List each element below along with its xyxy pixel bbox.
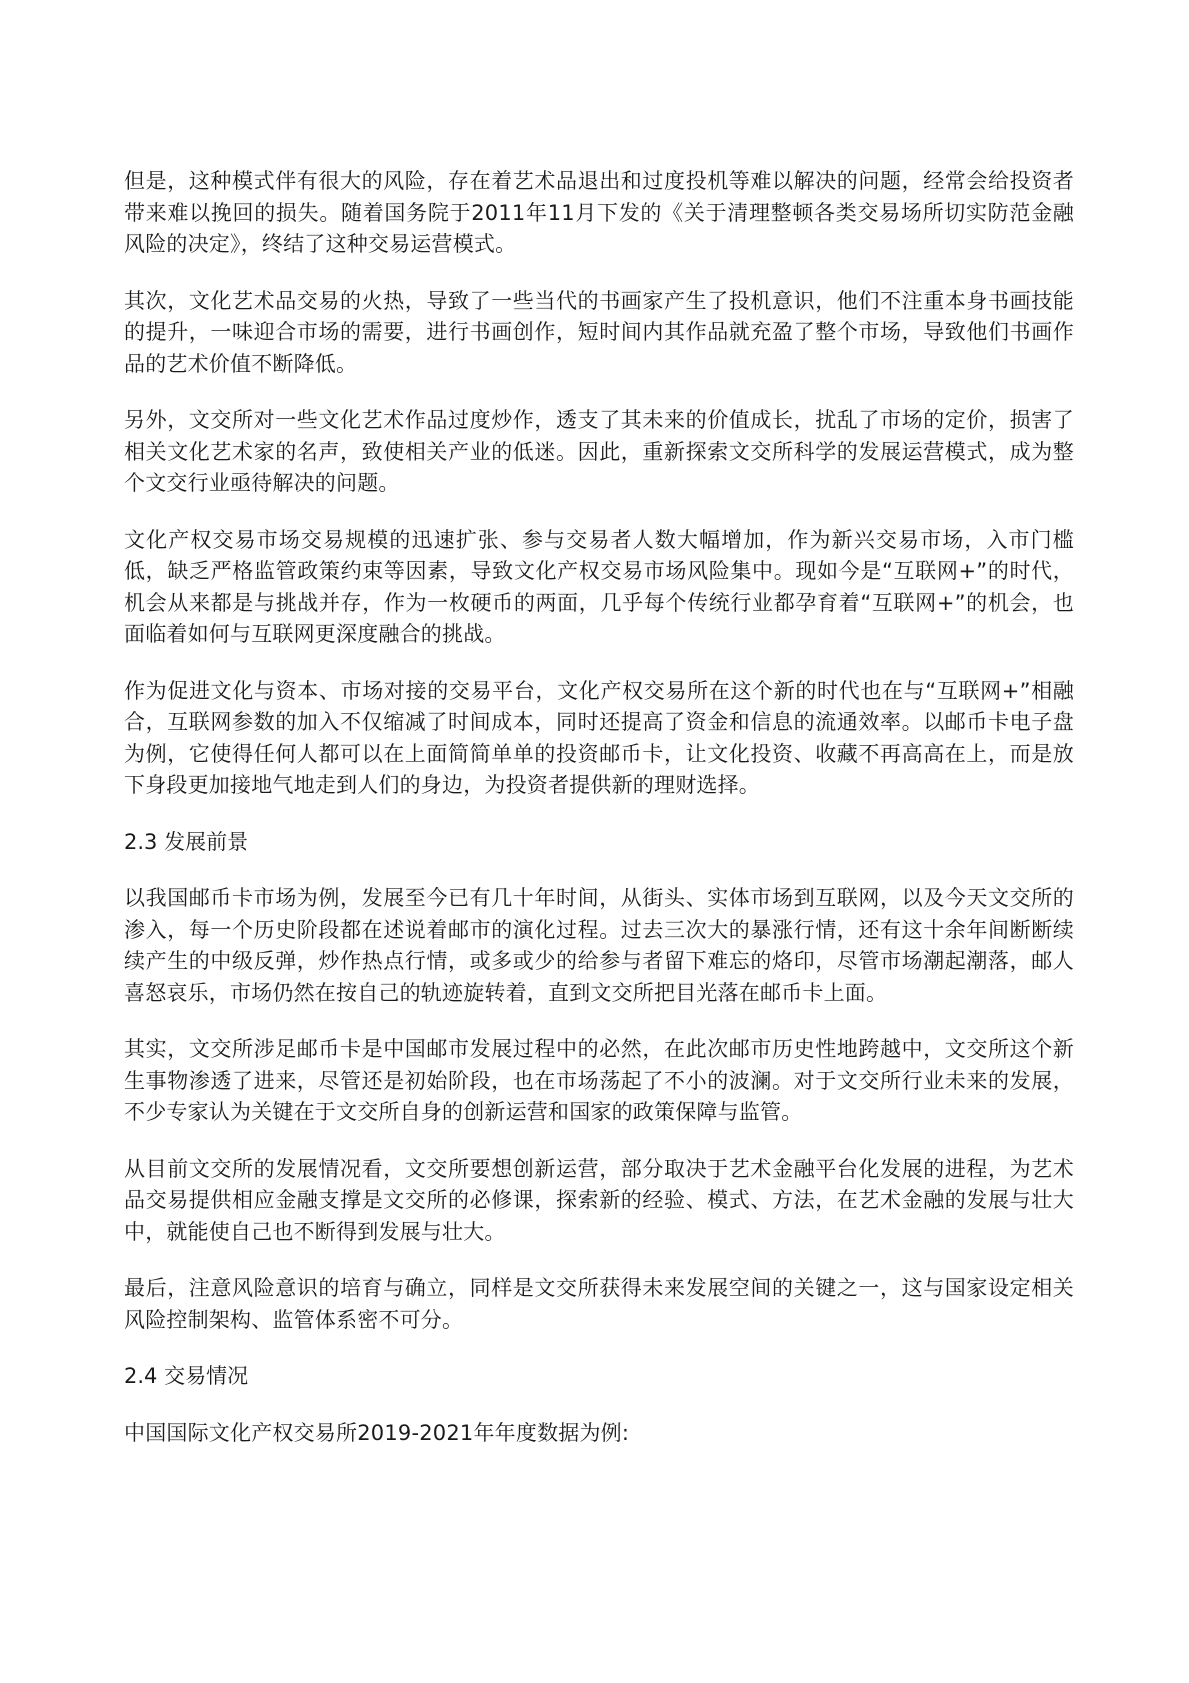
paragraph-risk: 但是，这种模式伴有很大的风险，存在着艺术品退出和过度投机等难以解决的问题，经常会给投资者带来难以挽回的损失。随着国务院于2011年11月下发的《关于清理整顿各类交易场所切实防范金融风险的决定》，终结了这种交易运营模式。: [124, 169, 1074, 256]
paragraph-risk-awareness: 最后，注意风险意识的培育与确立，同样是文交所获得未来发展空间的关键之一，这与国家设定相关风险控制架构、监管体系密不可分。: [124, 1276, 1074, 1332]
section-heading-2-4: 2.4 交易情况: [124, 1364, 249, 1388]
paragraph-annual-data-intro: 中国国际文化产权交易所2019-2021年年度数据为例:: [124, 1420, 630, 1445]
section-heading-2-3: 2.3 发展前景: [124, 829, 249, 854]
document-page: [124, 166, 1074, 1474]
paragraph-hype: 另外，文交所对一些文化艺术作品过度炒作，透支了其未来的价值成长，扰乱了市场的定价，损害了相关文化艺术家的名声，致使相关产业的低迷。因此，重新探索文交所科学的发展运营模式，成为整个文交行业亟待解决的问题。: [124, 408, 1074, 495]
paragraph-stamp-market: 以我国邮币卡市场为例，发展至今已有几十年时间，从街头、实体市场到互联网，以及今天文交所的渗入，每一个历史阶段都在述说着邮市的演化过程。过去三次大的暴涨行情，还有这十余年间断断续续产生的中级反弹，炒作热点行情，或多或少的给参与者留下难忘的烙印，尽管市场潮起潮落，邮人喜怒哀乐，市场仍然在按自己的轨迹旋转着，直到文交所把目光落在邮币卡上面。: [124, 886, 1074, 1005]
paragraph-art-finance: 从目前文交所的发展情况看，文交所要想创新运营，部分取决于艺术金融平台化发展的进程，为艺术品交易提供相应金融支撑是文交所的必修课，探索新的经验、模式、方法，在艺术金融的发展与壮大中，就能使自己也不断得到发展与壮大。: [124, 1156, 1074, 1244]
paragraph-market-scale: 文化产权交易市场交易规模的迅速扩张、参与交易者人数大幅增加，作为新兴交易市场，入市门槛低，缺乏严格监管政策约束等因素，导致文化产权交易市场风险集中。现如今是“互联网+”的时代，机会从来都是与挑战并存，作为一枚硬币的两面，几乎每个传统行业都孕育着“互联网+”的机会，也面临着如何与互联网更深度融合的挑战。: [124, 527, 1074, 646]
paragraph-internet-plus: 作为促进文化与资本、市场对接的交易平台，文化产权交易所在这个新的时代也在与“互联网+”相融合，互联网参数的加入不仅缩减了时间成本，同时还提高了资金和信息的流通效率。以邮币卡电子盘为例，它使得任何人都可以在上面简简单单的投资邮币卡，让文化投资、收藏不再高高在上，而是放下身段更加接地气地走到人们的身边，为投资者提供新的理财选择。: [124, 678, 1074, 797]
paragraph-inevitability: 其实，文交所涉足邮币卡是中国邮市发展过程中的必然，在此次邮市历史性地跨越中，文交所这个新生事物渗透了进来，尽管还是初始阶段，也在市场荡起了不小的波澜。对于文交所行业未来的发展，不少专家认为关键在于文交所自身的创新运营和国家的政策保障与监管。: [124, 1037, 1074, 1124]
paragraph-speculation: 其次，文化艺术品交易的火热，导致了一些当代的书画家产生了投机意识，他们不注重本身书画技能的提升，一味迎合市场的需要，进行书画创作，短时间内其作品就充盈了整个市场，导致他们书画作品的艺术价值不断降低。: [124, 288, 1074, 376]
